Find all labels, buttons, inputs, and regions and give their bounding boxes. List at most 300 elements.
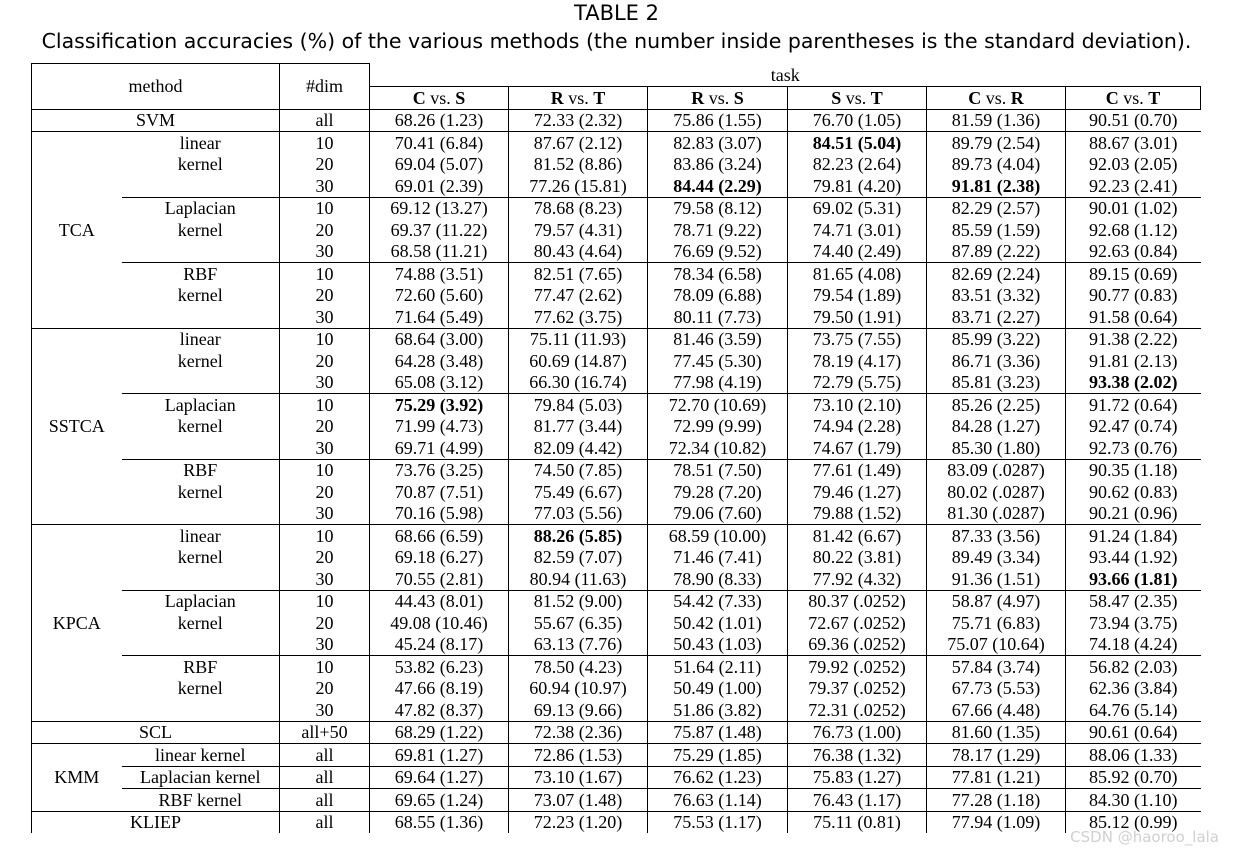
kernel-label: RBF kernel	[122, 789, 280, 812]
accuracy-cell: 80.94 (11.63)	[509, 568, 648, 590]
table-row	[32, 744, 1201, 767]
method-name: KPCA	[32, 525, 122, 722]
accuracy-cell: 68.58 (11.21)	[370, 241, 509, 263]
dim-cell: all	[280, 789, 370, 812]
table-row	[32, 568, 1201, 590]
kernel-label: linear	[122, 328, 280, 350]
kernel-label: linear	[122, 132, 280, 154]
accuracy-cell: 81.65 (4.08)	[788, 263, 927, 285]
accuracy-cell: 87.33 (3.56)	[927, 525, 1066, 547]
table-caption: Classification accuracies (%) of the various methods (the number inside parentheses is the standard deviation).	[41, 29, 1192, 53]
dim-cell: 20	[280, 678, 370, 700]
accuracy-cell: 75.11 (0.81)	[788, 811, 927, 833]
table-row	[32, 612, 1201, 634]
dim-cell: 30	[280, 568, 370, 590]
accuracy-cell: 83.09 (.0287)	[927, 459, 1066, 481]
accuracy-cell: 68.59 (10.00)	[648, 525, 788, 547]
accuracy-cell: 68.29 (1.22)	[370, 721, 509, 744]
accuracy-cell: 78.90 (8.33)	[648, 568, 788, 590]
accuracy-cell: 76.73 (1.00)	[788, 721, 927, 744]
accuracy-cell: 79.81 (4.20)	[788, 175, 927, 197]
accuracy-cell: 79.92 (.0252)	[788, 656, 927, 678]
accuracy-cell: 93.66 (1.81)	[1066, 568, 1201, 590]
accuracy-cell: 78.68 (8.23)	[509, 197, 648, 219]
task-source: R	[691, 87, 705, 108]
task-vs: vs.	[430, 87, 451, 108]
accuracy-cell: 86.71 (3.36)	[927, 350, 1066, 372]
kernel-label: kernel	[177, 678, 223, 699]
kernel-label	[122, 699, 280, 721]
accuracy-cell: 79.28 (7.20)	[648, 481, 788, 503]
accuracy-cell: 77.47 (2.62)	[509, 285, 648, 307]
accuracy-cell: 71.46 (7.41)	[648, 547, 788, 569]
accuracy-cell: 93.38 (2.02)	[1066, 372, 1201, 394]
table-row	[32, 154, 1201, 176]
method-name: SCL	[32, 721, 280, 744]
accuracy-cell: 81.59 (1.36)	[927, 109, 1066, 132]
accuracy-cell: 89.15 (0.69)	[1066, 263, 1201, 285]
accuracy-cell: 85.12 (0.99)	[1066, 811, 1201, 833]
dim-cell: 20	[280, 416, 370, 438]
table-row	[32, 241, 1201, 263]
task-target: S	[733, 87, 744, 108]
accuracy-cell: 68.64 (3.00)	[370, 328, 509, 350]
table-row	[32, 219, 1201, 241]
accuracy-cell: 67.73 (5.53)	[927, 678, 1066, 700]
accuracy-cell: 77.26 (15.81)	[509, 175, 648, 197]
kernel-label: Laplacian	[122, 394, 280, 416]
accuracy-cell: 76.43 (1.17)	[788, 789, 927, 812]
dim-cell: 20	[280, 154, 370, 176]
task-target: S	[455, 87, 466, 108]
kernel-label	[122, 241, 280, 263]
accuracy-cell: 79.54 (1.89)	[788, 285, 927, 307]
task-name-5	[1066, 86, 1201, 109]
dim-cell: 10	[280, 328, 370, 350]
accuracy-cell: 57.84 (3.74)	[927, 656, 1066, 678]
accuracy-cell: 75.29 (3.92)	[370, 394, 509, 416]
accuracy-cell: 78.50 (4.23)	[509, 656, 648, 678]
accuracy-cell: 82.51 (7.65)	[509, 263, 648, 285]
dim-cell: all	[280, 744, 370, 767]
kernel-label: RBF	[122, 263, 280, 285]
table-row	[32, 634, 1201, 656]
table-row	[32, 766, 1201, 789]
accuracy-cell: 83.86 (3.24)	[648, 154, 788, 176]
accuracy-cell: 88.26 (5.85)	[509, 525, 648, 547]
task-name-0	[370, 86, 509, 109]
accuracy-cell: 71.99 (4.73)	[370, 416, 509, 438]
dim-cell: 30	[280, 306, 370, 328]
task-target: R	[1010, 87, 1024, 108]
accuracy-cell: 65.08 (3.12)	[370, 372, 509, 394]
accuracy-cell: 88.06 (1.33)	[1066, 744, 1201, 767]
task-header: task	[370, 64, 1201, 87]
dim-cell: 30	[280, 503, 370, 525]
kernel-label	[122, 437, 280, 459]
accuracy-cell: 68.55 (1.36)	[370, 811, 509, 833]
kernel-label: kernel	[177, 612, 223, 633]
accuracy-cell: 58.87 (4.97)	[927, 590, 1066, 612]
accuracy-cell: 77.92 (4.32)	[788, 568, 927, 590]
accuracy-cell: 75.83 (1.27)	[788, 766, 927, 789]
accuracy-cell: 70.16 (5.98)	[370, 503, 509, 525]
watermark: CSDN @haoroo_lala	[1070, 828, 1219, 846]
accuracy-cell: 60.94 (10.97)	[509, 678, 648, 700]
accuracy-cell: 66.30 (16.74)	[509, 372, 648, 394]
kernel-label: kernel	[177, 285, 223, 306]
kernel-label	[122, 568, 280, 590]
accuracy-cell: 76.63 (1.14)	[648, 789, 788, 812]
table-row	[32, 109, 1201, 132]
accuracy-cell: 51.64 (2.11)	[648, 656, 788, 678]
task-vs: vs.	[568, 87, 589, 108]
accuracy-cell: 79.58 (8.12)	[648, 197, 788, 219]
accuracy-cell: 76.69 (9.52)	[648, 241, 788, 263]
kernel-label: kernel	[177, 219, 223, 240]
accuracy-cell: 91.72 (0.64)	[1066, 394, 1201, 416]
task-source: C	[1105, 87, 1119, 108]
accuracy-cell: 47.66 (8.19)	[370, 678, 509, 700]
accuracy-cell: 77.98 (4.19)	[648, 372, 788, 394]
accuracy-cell: 72.60 (5.60)	[370, 285, 509, 307]
accuracy-cell: 79.46 (1.27)	[788, 481, 927, 503]
table-row	[32, 481, 1201, 503]
dim-cell: all	[280, 109, 370, 132]
dim-cell: 10	[280, 656, 370, 678]
accuracy-cell: 76.70 (1.05)	[788, 109, 927, 132]
accuracy-cell: 87.89 (2.22)	[927, 241, 1066, 263]
task-name-1	[509, 86, 648, 109]
table-row	[32, 656, 1201, 678]
accuracy-cell: 69.37 (11.22)	[370, 219, 509, 241]
kernel-label: linear	[122, 525, 280, 547]
accuracy-cell: 77.45 (5.30)	[648, 350, 788, 372]
kernel-label	[122, 175, 280, 197]
table-row	[32, 590, 1201, 612]
accuracy-cell: 78.71 (9.22)	[648, 219, 788, 241]
accuracy-cell: 69.01 (2.39)	[370, 175, 509, 197]
task-vs: vs.	[1123, 87, 1144, 108]
accuracy-cell: 74.50 (7.85)	[509, 459, 648, 481]
accuracy-cell: 90.77 (0.83)	[1066, 285, 1201, 307]
accuracy-cell: 84.28 (1.27)	[927, 416, 1066, 438]
table-row	[32, 503, 1201, 525]
kernel-label	[122, 306, 280, 328]
accuracy-cell: 50.49 (1.00)	[648, 678, 788, 700]
accuracy-cell: 80.11 (7.73)	[648, 306, 788, 328]
accuracy-cell: 73.07 (1.48)	[509, 789, 648, 812]
accuracy-cell: 80.37 (.0252)	[788, 590, 927, 612]
accuracy-cell: 56.82 (2.03)	[1066, 656, 1201, 678]
accuracy-cell: 74.94 (2.28)	[788, 416, 927, 438]
accuracy-cell: 81.52 (9.00)	[509, 590, 648, 612]
accuracy-cell: 85.99 (3.22)	[927, 328, 1066, 350]
task-name-2	[648, 86, 788, 109]
accuracy-cell: 47.82 (8.37)	[370, 699, 509, 721]
dim-cell: 30	[280, 699, 370, 721]
accuracy-cell: 80.22 (3.81)	[788, 547, 927, 569]
task-target: T	[870, 87, 883, 108]
task-source: R	[550, 87, 564, 108]
accuracy-cell: 63.13 (7.76)	[509, 634, 648, 656]
accuracy-cell: 69.36 (.0252)	[788, 634, 927, 656]
table-row	[32, 525, 1201, 547]
accuracy-cell: 74.71 (3.01)	[788, 219, 927, 241]
accuracy-cell: 75.53 (1.17)	[648, 811, 788, 833]
accuracy-cell: 81.42 (6.67)	[788, 525, 927, 547]
accuracy-cell: 74.88 (3.51)	[370, 263, 509, 285]
accuracy-cell: 82.09 (4.42)	[509, 437, 648, 459]
accuracy-cell: 78.34 (6.58)	[648, 263, 788, 285]
dim-cell: 20	[280, 612, 370, 634]
accuracy-cell: 58.47 (2.35)	[1066, 590, 1201, 612]
accuracy-cell: 69.04 (5.07)	[370, 154, 509, 176]
kernel-label	[122, 634, 280, 656]
accuracy-cell: 92.68 (1.12)	[1066, 219, 1201, 241]
accuracy-cell: 85.92 (0.70)	[1066, 766, 1201, 789]
accuracy-cell: 72.79 (5.75)	[788, 372, 927, 394]
kernel-label: RBF	[122, 656, 280, 678]
accuracy-cell: 77.03 (5.56)	[509, 503, 648, 525]
table-row	[32, 547, 1201, 569]
accuracy-cell: 50.43 (1.03)	[648, 634, 788, 656]
accuracy-cell: 68.66 (6.59)	[370, 525, 509, 547]
accuracy-cell: 73.76 (3.25)	[370, 459, 509, 481]
dim-cell: 20	[280, 350, 370, 372]
accuracy-cell: 79.06 (7.60)	[648, 503, 788, 525]
accuracy-cell: 89.73 (4.04)	[927, 154, 1066, 176]
accuracy-cell: 81.46 (3.59)	[648, 328, 788, 350]
kernel-label: RBF	[122, 459, 280, 481]
accuracy-cell: 79.57 (4.31)	[509, 219, 648, 241]
dim-header: #dim	[280, 64, 370, 110]
kernel-label	[122, 503, 280, 525]
accuracy-cell: 50.42 (1.01)	[648, 612, 788, 634]
accuracy-cell: 67.66 (4.48)	[927, 699, 1066, 721]
kernel-label: linear kernel	[122, 744, 280, 767]
accuracy-cell: 90.35 (1.18)	[1066, 459, 1201, 481]
accuracy-cell: 72.67 (.0252)	[788, 612, 927, 634]
accuracy-cell: 72.86 (1.53)	[509, 744, 648, 767]
accuracy-cell: 78.51 (7.50)	[648, 459, 788, 481]
kernel-label: kernel	[177, 154, 223, 175]
accuracy-cell: 82.69 (2.24)	[927, 263, 1066, 285]
accuracy-cell: 79.37 (.0252)	[788, 678, 927, 700]
accuracy-cell: 75.07 (10.64)	[927, 634, 1066, 656]
accuracy-cell: 75.11 (11.93)	[509, 328, 648, 350]
accuracy-cell: 64.28 (3.48)	[370, 350, 509, 372]
accuracy-cell: 76.38 (1.32)	[788, 744, 927, 767]
accuracy-cell: 81.30 (.0287)	[927, 503, 1066, 525]
accuracy-cell: 81.77 (3.44)	[509, 416, 648, 438]
accuracy-cell: 69.02 (5.31)	[788, 197, 927, 219]
kernel-label: Laplacian	[122, 590, 280, 612]
table-row	[32, 285, 1201, 307]
accuracy-cell: 75.49 (6.67)	[509, 481, 648, 503]
accuracy-cell: 91.81 (2.38)	[927, 175, 1066, 197]
method-name: KLIEP	[32, 811, 280, 833]
task-source: C	[968, 87, 982, 108]
accuracy-cell: 73.10 (1.67)	[509, 766, 648, 789]
accuracy-cell: 62.36 (3.84)	[1066, 678, 1201, 700]
accuracy-cell: 77.94 (1.09)	[927, 811, 1066, 833]
accuracy-cell: 60.69 (14.87)	[509, 350, 648, 372]
accuracy-cell: 91.36 (1.51)	[927, 568, 1066, 590]
accuracy-cell: 91.58 (0.64)	[1066, 306, 1201, 328]
accuracy-cell: 69.13 (9.66)	[509, 699, 648, 721]
accuracy-cell: 92.63 (0.84)	[1066, 241, 1201, 263]
accuracy-cell: 82.83 (3.07)	[648, 132, 788, 154]
table-row	[32, 263, 1201, 285]
task-target: T	[593, 87, 606, 108]
dim-cell: all	[280, 811, 370, 833]
accuracy-cell: 83.51 (3.32)	[927, 285, 1066, 307]
accuracy-cell: 72.33 (2.32)	[509, 109, 648, 132]
table-row	[32, 416, 1201, 438]
accuracy-cell: 72.34 (10.82)	[648, 437, 788, 459]
table-row	[32, 678, 1201, 700]
task-name-4	[927, 86, 1066, 109]
accuracy-cell: 82.23 (2.64)	[788, 154, 927, 176]
table-row	[32, 437, 1201, 459]
accuracy-cell: 70.87 (7.51)	[370, 481, 509, 503]
dim-cell: 10	[280, 132, 370, 154]
accuracy-cell: 81.52 (8.86)	[509, 154, 648, 176]
accuracy-cell: 92.23 (2.41)	[1066, 175, 1201, 197]
kernel-label: kernel	[177, 547, 223, 568]
accuracy-cell: 90.01 (1.02)	[1066, 197, 1201, 219]
kernel-label: Laplacian	[122, 197, 280, 219]
accuracy-cell: 72.38 (2.36)	[509, 721, 648, 744]
accuracy-cell: 89.79 (2.54)	[927, 132, 1066, 154]
accuracy-cell: 76.62 (1.23)	[648, 766, 788, 789]
accuracy-cell: 90.21 (0.96)	[1066, 503, 1201, 525]
accuracy-cell: 45.24 (8.17)	[370, 634, 509, 656]
dim-cell: 10	[280, 459, 370, 481]
accuracy-cell: 84.51 (5.04)	[788, 132, 927, 154]
accuracy-cell: 72.70 (10.69)	[648, 394, 788, 416]
accuracy-cell: 72.23 (1.20)	[509, 811, 648, 833]
method-header: method	[32, 64, 280, 110]
accuracy-cell: 53.82 (6.23)	[370, 656, 509, 678]
accuracy-cell: 82.29 (2.57)	[927, 197, 1066, 219]
accuracy-cell: 69.64 (1.27)	[370, 766, 509, 789]
dim-cell: 20	[280, 219, 370, 241]
accuracy-cell: 80.43 (4.64)	[509, 241, 648, 263]
accuracy-cell: 90.51 (0.70)	[1066, 109, 1201, 132]
accuracy-cell: 73.75 (7.55)	[788, 328, 927, 350]
accuracy-cell: 81.60 (1.35)	[927, 721, 1066, 744]
dim-cell: 30	[280, 634, 370, 656]
accuracy-cell: 69.18 (6.27)	[370, 547, 509, 569]
accuracy-cell: 75.87 (1.48)	[648, 721, 788, 744]
dim-cell: 30	[280, 437, 370, 459]
accuracy-cell: 75.29 (1.85)	[648, 744, 788, 767]
accuracy-cell: 69.81 (1.27)	[370, 744, 509, 767]
accuracy-cell: 73.94 (3.75)	[1066, 612, 1201, 634]
accuracy-cell: 80.02 (.0287)	[927, 481, 1066, 503]
accuracy-cell: 90.61 (0.64)	[1066, 721, 1201, 744]
dim-cell: 10	[280, 263, 370, 285]
table-row	[32, 175, 1201, 197]
accuracy-cell: 69.12 (13.27)	[370, 197, 509, 219]
accuracy-cell: 51.86 (3.82)	[648, 699, 788, 721]
accuracy-cell: 84.44 (2.29)	[648, 175, 788, 197]
accuracy-cell: 72.99 (9.99)	[648, 416, 788, 438]
accuracy-cell: 72.31 (.0252)	[788, 699, 927, 721]
method-name: KMM	[32, 744, 122, 812]
method-name: SVM	[32, 109, 280, 132]
dim-cell: 30	[280, 175, 370, 197]
table-title: TABLE 2	[574, 1, 659, 25]
accuracy-cell: 85.26 (2.25)	[927, 394, 1066, 416]
results-body	[32, 109, 1201, 833]
dim-cell: all+50	[280, 721, 370, 744]
table-row	[32, 699, 1201, 721]
accuracy-cell: 77.62 (3.75)	[509, 306, 648, 328]
table-row	[32, 350, 1201, 372]
accuracy-cell: 55.67 (6.35)	[509, 612, 648, 634]
accuracy-cell: 84.30 (1.10)	[1066, 789, 1201, 812]
dim-cell: 30	[280, 241, 370, 263]
accuracy-cell: 85.81 (3.23)	[927, 372, 1066, 394]
kernel-label: kernel	[177, 350, 223, 371]
results-table	[31, 63, 1201, 833]
table-row	[32, 789, 1201, 812]
accuracy-cell: 44.43 (8.01)	[370, 590, 509, 612]
table-row	[32, 132, 1201, 154]
accuracy-cell: 91.38 (2.22)	[1066, 328, 1201, 350]
task-source: C	[412, 87, 426, 108]
accuracy-cell: 73.10 (2.10)	[788, 394, 927, 416]
table-row	[32, 721, 1201, 744]
kernel-label	[122, 372, 280, 394]
task-target: T	[1148, 87, 1161, 108]
dim-cell: 20	[280, 285, 370, 307]
accuracy-cell: 92.03 (2.05)	[1066, 154, 1201, 176]
accuracy-cell: 64.76 (5.14)	[1066, 699, 1201, 721]
dim-cell: 30	[280, 372, 370, 394]
dim-cell: 20	[280, 547, 370, 569]
accuracy-cell: 77.61 (1.49)	[788, 459, 927, 481]
accuracy-cell: 91.81 (2.13)	[1066, 350, 1201, 372]
method-name: SSTCA	[32, 328, 122, 525]
accuracy-cell: 70.41 (6.84)	[370, 132, 509, 154]
accuracy-cell: 49.08 (10.46)	[370, 612, 509, 634]
accuracy-cell: 79.50 (1.91)	[788, 306, 927, 328]
dim-cell: 10	[280, 197, 370, 219]
accuracy-cell: 74.18 (4.24)	[1066, 634, 1201, 656]
kernel-label: Laplacian kernel	[122, 766, 280, 789]
task-source: S	[831, 87, 842, 108]
accuracy-cell: 69.71 (4.99)	[370, 437, 509, 459]
task-name-3	[788, 86, 927, 109]
accuracy-cell: 78.17 (1.29)	[927, 744, 1066, 767]
accuracy-cell: 69.65 (1.24)	[370, 789, 509, 812]
accuracy-cell: 85.30 (1.80)	[927, 437, 1066, 459]
accuracy-cell: 77.28 (1.18)	[927, 789, 1066, 812]
accuracy-cell: 88.67 (3.01)	[1066, 132, 1201, 154]
dim-cell: all	[280, 766, 370, 789]
table-row	[32, 811, 1201, 833]
accuracy-cell: 75.71 (6.83)	[927, 612, 1066, 634]
accuracy-cell: 87.67 (2.12)	[509, 132, 648, 154]
kernel-label: kernel	[177, 416, 223, 437]
accuracy-cell: 83.71 (2.27)	[927, 306, 1066, 328]
dim-cell: 10	[280, 394, 370, 416]
accuracy-cell: 79.88 (1.52)	[788, 503, 927, 525]
